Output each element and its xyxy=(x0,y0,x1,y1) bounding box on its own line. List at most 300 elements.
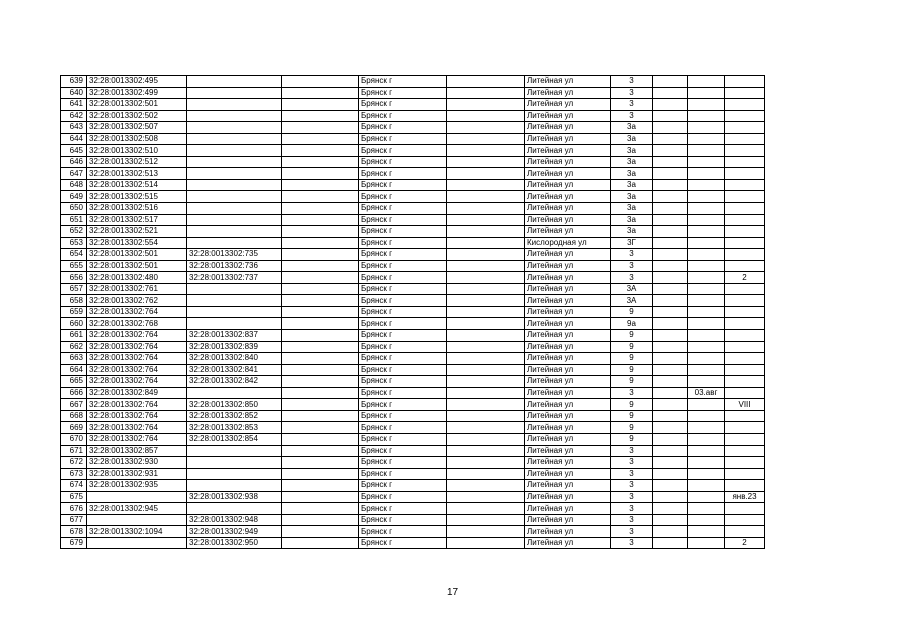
table-cell xyxy=(447,283,525,295)
table-cell: 642 xyxy=(61,110,87,122)
table-cell xyxy=(725,237,765,249)
table-cell xyxy=(688,133,725,145)
table-cell xyxy=(282,387,359,399)
table-cell: 32:28:0013302:842 xyxy=(187,376,282,388)
table-cell xyxy=(282,422,359,434)
table-cell: 32:28:0013302:764 xyxy=(87,306,187,318)
table-cell xyxy=(653,330,688,342)
table-row xyxy=(61,526,765,538)
table-cell: 9 xyxy=(611,399,653,411)
table-cell xyxy=(187,387,282,399)
table-cell xyxy=(725,122,765,134)
table-cell xyxy=(653,387,688,399)
table-cell: Брянск г xyxy=(359,457,447,469)
table-cell: 3а xyxy=(611,214,653,226)
table-cell xyxy=(653,191,688,203)
table-cell xyxy=(282,410,359,422)
table-cell: Брянск г xyxy=(359,410,447,422)
table-cell: 654 xyxy=(61,249,87,261)
table-cell xyxy=(447,422,525,434)
table-cell xyxy=(282,226,359,238)
table-cell: 3 xyxy=(611,272,653,284)
table-cell: Литейная ул xyxy=(525,387,611,399)
table-cell xyxy=(688,110,725,122)
table-cell xyxy=(725,168,765,180)
table-cell: 3а xyxy=(611,191,653,203)
table-cell: Брянск г xyxy=(359,295,447,307)
table-cell xyxy=(725,283,765,295)
table-cell: 32:28:0013302:764 xyxy=(87,410,187,422)
table-cell xyxy=(688,237,725,249)
table-cell xyxy=(653,376,688,388)
table-cell: 3а xyxy=(611,168,653,180)
table-cell: 32:28:0013302:854 xyxy=(187,433,282,445)
table-cell: 32:28:0013302:849 xyxy=(87,387,187,399)
table-row xyxy=(61,330,765,342)
table-cell: 32:28:0013302:554 xyxy=(87,237,187,249)
table-cell: Брянск г xyxy=(359,353,447,365)
table-cell xyxy=(653,399,688,411)
table-cell xyxy=(653,168,688,180)
table-cell: Брянск г xyxy=(359,156,447,168)
table-cell xyxy=(688,76,725,88)
table-cell xyxy=(725,376,765,388)
table-cell: Литейная ул xyxy=(525,226,611,238)
table-cell: 2 xyxy=(725,272,765,284)
table-cell xyxy=(282,76,359,88)
table-cell: 32:28:0013302:516 xyxy=(87,203,187,215)
table-cell xyxy=(725,387,765,399)
table-cell xyxy=(725,514,765,526)
table-cell xyxy=(447,110,525,122)
table-cell xyxy=(725,203,765,215)
table-cell xyxy=(688,145,725,157)
table-cell xyxy=(725,364,765,376)
table-cell xyxy=(447,133,525,145)
table-cell: 671 xyxy=(61,445,87,457)
table-cell xyxy=(187,318,282,330)
table-cell: Брянск г xyxy=(359,283,447,295)
table-cell: 3 xyxy=(611,110,653,122)
table-cell xyxy=(187,306,282,318)
table-cell xyxy=(282,491,359,503)
table-row xyxy=(61,468,765,480)
page-number: 17 xyxy=(446,587,459,598)
table-cell xyxy=(653,306,688,318)
table-cell xyxy=(282,203,359,215)
table-cell xyxy=(187,110,282,122)
table-cell xyxy=(282,179,359,191)
table-cell xyxy=(725,457,765,469)
table-cell: 3а xyxy=(611,145,653,157)
table-cell: 665 xyxy=(61,376,87,388)
table-cell: 660 xyxy=(61,318,87,330)
table-cell: 649 xyxy=(61,191,87,203)
table-row xyxy=(61,260,765,272)
table-cell: 673 xyxy=(61,468,87,480)
table-cell xyxy=(447,353,525,365)
table-cell xyxy=(447,364,525,376)
table-cell: 32:28:0013302:841 xyxy=(187,364,282,376)
table-cell xyxy=(725,99,765,111)
table-cell: 32:28:0013302:850 xyxy=(187,399,282,411)
table-cell: Брянск г xyxy=(359,318,447,330)
table-cell: Литейная ул xyxy=(525,214,611,226)
table-cell xyxy=(653,237,688,249)
table-cell: Литейная ул xyxy=(525,537,611,549)
table-cell xyxy=(725,503,765,515)
table-cell: 3а xyxy=(611,122,653,134)
table-cell: Брянск г xyxy=(359,226,447,238)
table-cell xyxy=(653,503,688,515)
table-cell xyxy=(447,214,525,226)
table-cell xyxy=(187,87,282,99)
table-cell xyxy=(725,295,765,307)
table-cell: 32:28:0013302:764 xyxy=(87,353,187,365)
table-cell: 678 xyxy=(61,526,87,538)
table-cell xyxy=(87,491,187,503)
table-cell xyxy=(653,468,688,480)
table-cell xyxy=(653,480,688,492)
table-cell: 3 xyxy=(611,503,653,515)
table-cell xyxy=(688,468,725,480)
table-cell: 32:28:0013302:931 xyxy=(87,468,187,480)
table-row xyxy=(61,76,765,88)
table-cell xyxy=(653,145,688,157)
table-cell: 32:28:0013302:948 xyxy=(187,514,282,526)
table-cell xyxy=(187,457,282,469)
table-row xyxy=(61,503,765,515)
table-cell: Брянск г xyxy=(359,306,447,318)
table-cell: 3а xyxy=(611,203,653,215)
table-cell xyxy=(725,341,765,353)
table-cell xyxy=(688,537,725,549)
table-cell: Литейная ул xyxy=(525,87,611,99)
table-cell: Брянск г xyxy=(359,168,447,180)
table-cell: 32:28:0013302:515 xyxy=(87,191,187,203)
table-row xyxy=(61,214,765,226)
table-cell xyxy=(688,491,725,503)
table-cell xyxy=(653,260,688,272)
table-cell xyxy=(282,110,359,122)
table-cell xyxy=(282,445,359,457)
table-cell: Литейная ул xyxy=(525,249,611,261)
table-row xyxy=(61,318,765,330)
table-cell xyxy=(653,410,688,422)
table-cell xyxy=(282,330,359,342)
table-cell xyxy=(187,468,282,480)
table-cell xyxy=(447,76,525,88)
table-cell: Брянск г xyxy=(359,422,447,434)
table-cell: Брянск г xyxy=(359,272,447,284)
table-cell xyxy=(187,203,282,215)
table-cell xyxy=(725,526,765,538)
table-cell xyxy=(688,214,725,226)
table-cell xyxy=(282,168,359,180)
table-cell: 655 xyxy=(61,260,87,272)
table-cell xyxy=(653,295,688,307)
table-cell xyxy=(187,226,282,238)
table-cell xyxy=(447,514,525,526)
table-cell: 651 xyxy=(61,214,87,226)
table-cell xyxy=(282,272,359,284)
table-cell: Литейная ул xyxy=(525,433,611,445)
table-row xyxy=(61,445,765,457)
table-cell: Литейная ул xyxy=(525,179,611,191)
table-cell xyxy=(688,353,725,365)
table-cell xyxy=(725,433,765,445)
table-cell: 32:28:0013302:857 xyxy=(87,445,187,457)
table-cell: 3 xyxy=(611,260,653,272)
table-cell xyxy=(653,110,688,122)
table-cell xyxy=(688,283,725,295)
table-cell: Брянск г xyxy=(359,341,447,353)
table-cell: Литейная ул xyxy=(525,191,611,203)
table-cell xyxy=(653,537,688,549)
table-row xyxy=(61,295,765,307)
table-cell: 32:28:0013302:837 xyxy=(187,330,282,342)
table-row xyxy=(61,410,765,422)
table-cell xyxy=(282,457,359,469)
table-cell xyxy=(282,191,359,203)
table-cell xyxy=(447,457,525,469)
table-cell xyxy=(282,468,359,480)
table-cell xyxy=(653,457,688,469)
table-cell xyxy=(725,410,765,422)
table-cell: 667 xyxy=(61,399,87,411)
table-cell: 652 xyxy=(61,226,87,238)
table-cell xyxy=(653,283,688,295)
table-cell: Брянск г xyxy=(359,433,447,445)
table-cell xyxy=(447,260,525,272)
table-cell: 662 xyxy=(61,341,87,353)
table-cell: 32:28:0013302:501 xyxy=(87,249,187,261)
table-cell xyxy=(187,76,282,88)
table-cell: 674 xyxy=(61,480,87,492)
table-cell xyxy=(187,480,282,492)
table-cell: 663 xyxy=(61,353,87,365)
table-cell xyxy=(282,133,359,145)
table-cell xyxy=(447,272,525,284)
table-cell xyxy=(653,353,688,365)
table-cell xyxy=(688,480,725,492)
table-cell xyxy=(187,133,282,145)
table-cell xyxy=(653,76,688,88)
table-cell: Брянск г xyxy=(359,364,447,376)
table-cell xyxy=(653,249,688,261)
table-cell: 32:28:0013302:735 xyxy=(187,249,282,261)
table-cell: Литейная ул xyxy=(525,526,611,538)
table-cell: Брянск г xyxy=(359,179,447,191)
table-cell xyxy=(688,318,725,330)
table-cell: Брянск г xyxy=(359,526,447,538)
table-cell xyxy=(688,341,725,353)
table-cell xyxy=(653,526,688,538)
table-cell: 03.авг xyxy=(688,387,725,399)
table-cell xyxy=(447,503,525,515)
table-cell xyxy=(282,306,359,318)
table-cell xyxy=(688,422,725,434)
table-cell: 3а xyxy=(611,226,653,238)
table-cell xyxy=(688,179,725,191)
table-cell: 9 xyxy=(611,341,653,353)
table-cell: Литейная ул xyxy=(525,156,611,168)
table-cell xyxy=(688,295,725,307)
table-cell: Брянск г xyxy=(359,122,447,134)
table-cell: 3А xyxy=(611,295,653,307)
table-cell xyxy=(447,399,525,411)
table-cell: 3 xyxy=(611,445,653,457)
table-cell: Литейная ул xyxy=(525,422,611,434)
table-cell xyxy=(725,145,765,157)
table-cell: 3 xyxy=(611,526,653,538)
table-cell: 9 xyxy=(611,422,653,434)
table-cell: 3 xyxy=(611,99,653,111)
table-cell xyxy=(653,422,688,434)
table-cell: 32:28:0013302:949 xyxy=(187,526,282,538)
table-cell: Литейная ул xyxy=(525,306,611,318)
table-cell: Литейная ул xyxy=(525,272,611,284)
table-cell xyxy=(688,364,725,376)
table-cell: 32:28:0013302:499 xyxy=(87,87,187,99)
table-cell: Брянск г xyxy=(359,249,447,261)
table-cell xyxy=(653,318,688,330)
table-cell xyxy=(447,156,525,168)
table-cell xyxy=(725,468,765,480)
table-cell xyxy=(87,537,187,549)
table-cell xyxy=(688,526,725,538)
table-cell: Литейная ул xyxy=(525,468,611,480)
table-row xyxy=(61,514,765,526)
table-cell: 32:28:0013302:938 xyxy=(187,491,282,503)
table-cell xyxy=(653,514,688,526)
table-cell: 32:28:0013302:517 xyxy=(87,214,187,226)
table-cell xyxy=(688,445,725,457)
table-cell: Литейная ул xyxy=(525,318,611,330)
table-cell: Брянск г xyxy=(359,99,447,111)
table-cell xyxy=(282,537,359,549)
table-cell: 32:28:0013302:950 xyxy=(187,537,282,549)
table-cell: 645 xyxy=(61,145,87,157)
table-cell xyxy=(282,341,359,353)
table-cell: 32:28:0013302:495 xyxy=(87,76,187,88)
table-cell xyxy=(725,330,765,342)
table-cell: 32:28:0013302:768 xyxy=(87,318,187,330)
table-cell xyxy=(725,87,765,99)
table-cell xyxy=(688,168,725,180)
table-cell xyxy=(688,433,725,445)
table-cell: 32:28:0013302:764 xyxy=(87,422,187,434)
table-cell xyxy=(688,260,725,272)
table-cell xyxy=(87,514,187,526)
table-cell xyxy=(187,237,282,249)
table-cell: 32:28:0013302:840 xyxy=(187,353,282,365)
table-cell: 9 xyxy=(611,376,653,388)
table-cell: 9 xyxy=(611,364,653,376)
table-row xyxy=(61,422,765,434)
table-cell: 32:28:0013302:508 xyxy=(87,133,187,145)
table-cell xyxy=(282,214,359,226)
table-cell: 639 xyxy=(61,76,87,88)
table-cell: 3 xyxy=(611,468,653,480)
table-cell: 675 xyxy=(61,491,87,503)
table-cell: Брянск г xyxy=(359,503,447,515)
table-cell: Литейная ул xyxy=(525,260,611,272)
table-cell: Литейная ул xyxy=(525,133,611,145)
table-cell xyxy=(447,168,525,180)
table-cell xyxy=(447,387,525,399)
table-row xyxy=(61,156,765,168)
table-cell: Литейная ул xyxy=(525,376,611,388)
table-cell: 647 xyxy=(61,168,87,180)
table-cell xyxy=(688,457,725,469)
table-cell: 640 xyxy=(61,87,87,99)
table-cell xyxy=(653,122,688,134)
table-cell xyxy=(447,145,525,157)
table-cell: Брянск г xyxy=(359,387,447,399)
table-cell: 32:28:0013302:935 xyxy=(87,480,187,492)
table-cell xyxy=(447,237,525,249)
table-cell: 9 xyxy=(611,306,653,318)
table-cell: 643 xyxy=(61,122,87,134)
table-cell xyxy=(187,445,282,457)
table-cell: 32:28:0013302:762 xyxy=(87,295,187,307)
table-cell xyxy=(653,203,688,215)
table-row xyxy=(61,145,765,157)
table-cell: 672 xyxy=(61,457,87,469)
table-cell xyxy=(187,156,282,168)
table-row xyxy=(61,226,765,238)
table-cell xyxy=(688,99,725,111)
table-cell: 3 xyxy=(611,76,653,88)
table-cell xyxy=(447,376,525,388)
table-cell: Брянск г xyxy=(359,214,447,226)
table-cell xyxy=(187,122,282,134)
table-cell: 3 xyxy=(611,387,653,399)
table-cell: Литейная ул xyxy=(525,99,611,111)
table-cell xyxy=(725,156,765,168)
table-cell xyxy=(282,249,359,261)
table-row xyxy=(61,353,765,365)
table-cell xyxy=(688,410,725,422)
table-cell xyxy=(187,503,282,515)
table-cell xyxy=(282,433,359,445)
table-row xyxy=(61,283,765,295)
table-cell xyxy=(725,480,765,492)
table-cell: 3 xyxy=(611,480,653,492)
table-cell: 32:28:0013302:764 xyxy=(87,433,187,445)
table-cell: Брянск г xyxy=(359,537,447,549)
table-cell: 32:28:0013302:513 xyxy=(87,168,187,180)
table-cell xyxy=(653,491,688,503)
table-cell: Брянск г xyxy=(359,237,447,249)
table-cell: Литейная ул xyxy=(525,457,611,469)
table-cell xyxy=(653,272,688,284)
table-cell xyxy=(688,249,725,261)
table-cell: 659 xyxy=(61,306,87,318)
table-cell xyxy=(282,503,359,515)
table-cell xyxy=(725,422,765,434)
table-cell: 9 xyxy=(611,433,653,445)
table-cell xyxy=(653,445,688,457)
table-cell: 32:28:0013302:521 xyxy=(87,226,187,238)
table-cell: Брянск г xyxy=(359,133,447,145)
table-cell xyxy=(725,260,765,272)
table-cell xyxy=(447,537,525,549)
table-cell xyxy=(653,133,688,145)
table-row xyxy=(61,491,765,503)
table-row xyxy=(61,376,765,388)
